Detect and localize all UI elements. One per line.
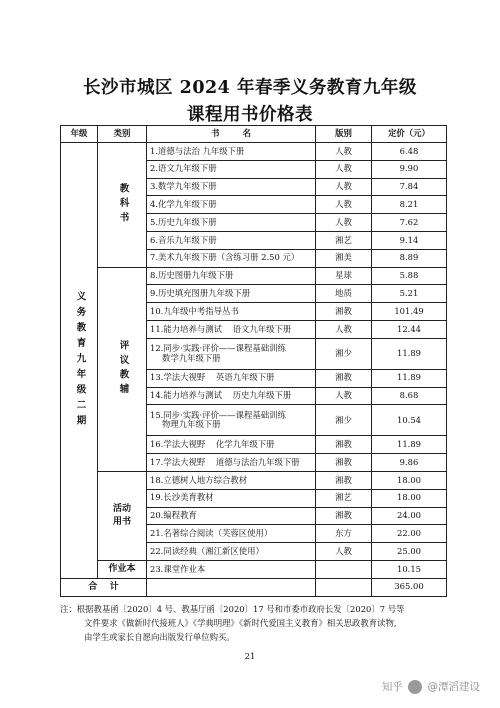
grade-label: 义务教育九年级二期	[74, 290, 86, 431]
book-price: 18.00	[372, 489, 447, 507]
book-name: 9.历史填充图册九年级下册	[147, 285, 316, 303]
book-price: 11.89	[372, 436, 447, 454]
book-price: 12.44	[372, 320, 447, 338]
total-label: 合 计	[61, 578, 147, 596]
watermark-logo-icon	[408, 680, 422, 694]
table-header-row	[61, 126, 447, 143]
book-name: 22.同读经典（湘江新区使用）	[147, 543, 316, 561]
book-edition: 湘教	[316, 436, 372, 454]
watermark: 知乎 @潭滔建设	[381, 681, 480, 693]
book-price: 7.62	[372, 214, 447, 232]
book-name: 18.立德树人地方综合教材	[147, 471, 316, 489]
book-name: 17.学法大视野 道德与法治九年级下册	[147, 454, 316, 472]
book-edition: 湘教	[316, 471, 372, 489]
book-name: 11.能力培养与测试 语文九年级下册	[147, 320, 316, 338]
price-table	[60, 125, 447, 597]
book-name: 8.历史图册九年级下册	[147, 267, 316, 285]
header-edition: 版别	[316, 126, 372, 143]
header-category: 类别	[98, 126, 147, 143]
book-name: 3.数学九年级下册	[147, 178, 316, 196]
book-edition: 湘教	[316, 369, 372, 387]
book-edition: 湘教	[316, 303, 372, 321]
book-edition: 湘教	[316, 454, 372, 472]
book-edition: 人教	[316, 543, 372, 561]
book-price: 9.86	[372, 454, 447, 472]
book-price: 6.48	[372, 143, 447, 161]
category-textbook: 教科书	[98, 143, 147, 268]
book-edition: 地质	[316, 285, 372, 303]
book-price: 5.88	[372, 267, 447, 285]
book-price: 8.68	[372, 387, 447, 405]
book-price: 11.89	[372, 369, 447, 387]
table-row	[61, 267, 447, 285]
book-name: 15.同步·实践·评价——课程基础训练 物理九年级下册	[147, 405, 316, 436]
book-edition: 人教	[316, 320, 372, 338]
book-name: 16.学法大视野 化学九年级下册	[147, 436, 316, 454]
book-edition: 人教	[316, 387, 372, 405]
category-aux: 评议教辅	[98, 267, 147, 471]
book-edition: 湘美	[316, 249, 372, 267]
book-edition: 东方	[316, 525, 372, 543]
book-edition	[316, 560, 372, 578]
page-number: 21	[244, 652, 256, 662]
book-price: 25.00	[372, 543, 447, 561]
book-edition: 人教	[316, 214, 372, 232]
book-edition: 湘教	[316, 507, 372, 525]
book-name: 14.能力培养与测试 历史九年级下册	[147, 387, 316, 405]
table-row	[61, 143, 447, 161]
page-title: 长沙市城区 2024 年春季义务教育九年级	[83, 78, 417, 98]
book-name: 12.同步·实践·评价——课程基础训练 数学九年级下册	[147, 338, 316, 369]
table-row	[61, 560, 447, 578]
book-price: 10.15	[372, 560, 447, 578]
footnote: 注：根据教基函〔2020〕4 号、教基厅函〔2020〕17 号和市委市政府长发〔2020〕7 号等 文件要求《做新时代接班人》《学典明理》《新时代爱国主义教育》相关思政教育读物, 由学生或家长自愿向出版发行单位购买。	[60, 604, 405, 642]
book-edition: 湘艺	[316, 489, 372, 507]
grade-cell	[61, 143, 98, 579]
book-name: 7.美术九年级下册（含练习册 2.50 元）	[147, 249, 316, 267]
book-price: 18.00	[372, 471, 447, 489]
book-edition: 人教	[316, 196, 372, 214]
book-price: 22.00	[372, 525, 447, 543]
book-name: 6.音乐九年级下册	[147, 231, 316, 249]
book-edition: 湘少	[316, 405, 372, 436]
book-price: 11.89	[372, 338, 447, 369]
header-grade: 年级	[61, 126, 98, 143]
book-price: 9.90	[372, 160, 447, 178]
book-price: 10.54	[372, 405, 447, 436]
total-price: 365.00	[372, 578, 447, 596]
book-name: 20.编程教育	[147, 507, 316, 525]
category-homework: 作业本	[98, 560, 147, 578]
book-edition: 人教	[316, 160, 372, 178]
book-price: 7.84	[372, 178, 447, 196]
book-edition: 人教	[316, 143, 372, 161]
book-price: 8.21	[372, 196, 447, 214]
book-name: 2.语文九年级下册	[147, 160, 316, 178]
book-name: 4.化学九年级下册	[147, 196, 316, 214]
category-activity: 活动 用书	[98, 471, 147, 560]
book-edition: 星球	[316, 267, 372, 285]
book-price: 101.49	[372, 303, 447, 321]
book-edition: 人教	[316, 178, 372, 196]
book-edition: 湘艺	[316, 231, 372, 249]
book-name: 13.学法大视野 英语九年级下册	[147, 369, 316, 387]
book-name: 23.课堂作业本	[147, 560, 316, 578]
header-book: 书 名	[147, 126, 316, 143]
book-name: 5.历史九年级下册	[147, 214, 316, 232]
total-row	[61, 578, 447, 596]
table-row	[61, 471, 447, 489]
book-name: 1.道德与法治 九年级下册	[147, 143, 316, 161]
book-edition: 湘少	[316, 338, 372, 369]
book-name: 10.九年级中考指导丛书	[147, 303, 316, 321]
book-name: 21.名著综合阅读（芙蓉区使用）	[147, 525, 316, 543]
page-subtitle: 课程用书价格表	[187, 105, 313, 125]
book-price: 8.89	[372, 249, 447, 267]
header-price: 定价（元）	[372, 126, 447, 143]
book-price: 9.14	[372, 231, 447, 249]
book-price: 24.00	[372, 507, 447, 525]
book-price: 5.21	[372, 285, 447, 303]
book-name: 19.长沙美育教材	[147, 489, 316, 507]
